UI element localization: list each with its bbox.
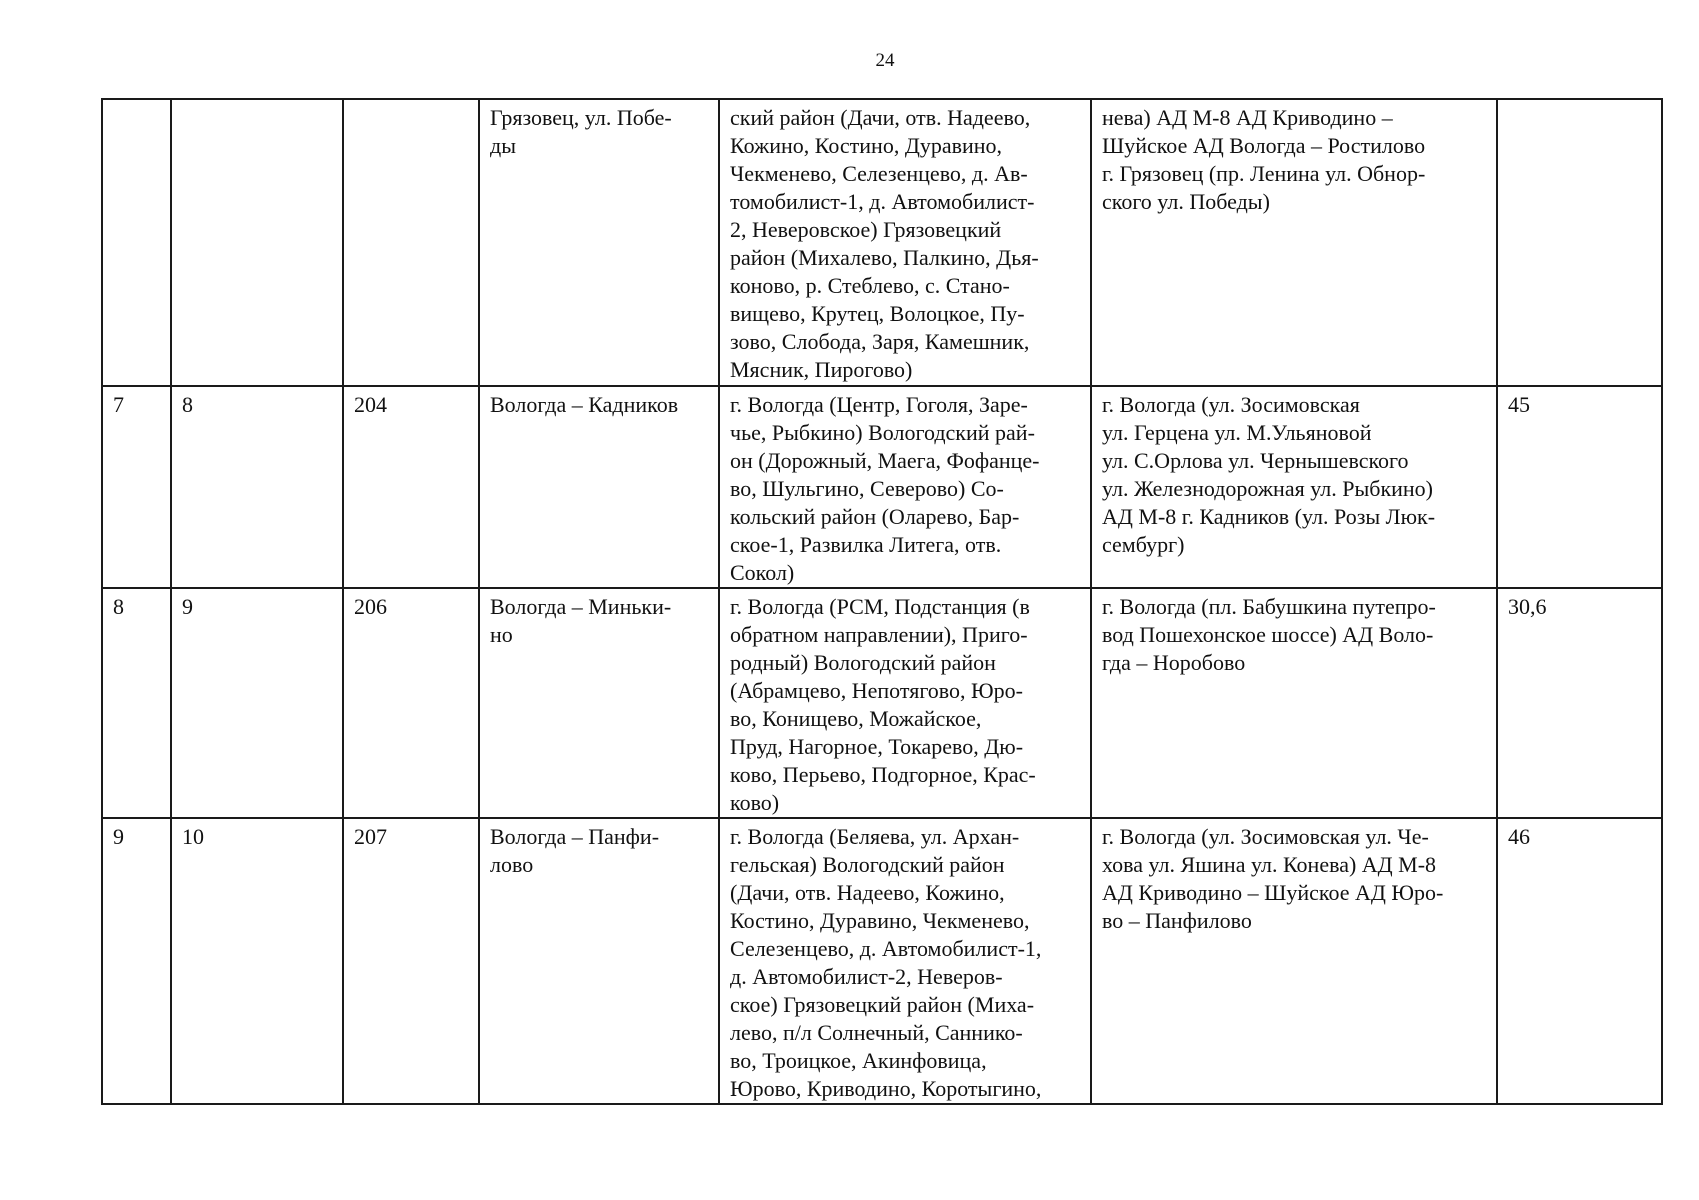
route-number-cell: 204 (343, 386, 479, 588)
length-cell (1497, 99, 1662, 386)
route-number-cell (343, 99, 479, 386)
route-name-cell: Грязовец, ул. Побе- ды (479, 99, 719, 386)
table-row (102, 818, 1662, 1104)
table-row (102, 99, 1662, 386)
row-number-cell (102, 99, 171, 386)
sequence-cell: 10 (171, 818, 343, 1104)
length-cell: 46 (1497, 818, 1662, 1104)
routes-table (101, 98, 1663, 1105)
route-name-cell: Вологда – Панфи- лово (479, 818, 719, 1104)
streets-cell: г. Вологда (пл. Бабушкина путепро- вод Пошехонское шоссе) АД Воло- гда – Норобово (1091, 588, 1497, 818)
sequence-cell (171, 99, 343, 386)
sequence-cell: 9 (171, 588, 343, 818)
route-number-cell: 207 (343, 818, 479, 1104)
streets-cell: нева) АД М-8 АД Криводино – Шуйское АД Вологда – Ростилово г. Грязовец (пр. Ленина ул. Обнор- ского ул. Победы) (1091, 99, 1497, 386)
row-number-cell: 8 (102, 588, 171, 818)
stops-cell: г. Вологда (Центр, Гоголя, Заре- чье, Рыбкино) Вологодский рай- он (Дорожный, Маега, Фофанце- во, Шульгино, Северово) Со- кольский район (Оларево, Бар- ское-1, Развилка Литега, отв. Сокол) (719, 386, 1091, 588)
sequence-cell: 8 (171, 386, 343, 588)
row-number-cell: 9 (102, 818, 171, 1104)
stops-cell: г. Вологда (РСМ, Подстанция (в обратном направлении), Приго- родный) Вологодский район (Абрамцево, Непотягово, Юро- во, Конищево, Можайское, Пруд, Нагорное, Токарево, Дю- ково, Перьево, Подгорное, Крас- ково) (719, 588, 1091, 818)
streets-cell: г. Вологда (ул. Зосимовская ул. Че- хова ул. Яшина ул. Конева) АД М-8 АД Криводино – Шуйское АД Юро- во – Панфилово (1091, 818, 1497, 1104)
route-name-cell: Вологда – Миньки- но (479, 588, 719, 818)
table-row (102, 588, 1662, 818)
stops-cell: ский район (Дачи, отв. Надеево, Кожино, Костино, Дуравино, Чекменево, Селезенцево, д. Ав- томобилист-1, д. Автомобилист- 2, Неверовское) Грязовецкий район (Михалево, Палкино, Дья- коново, р. Стеблево, с. Стано- вищево, Крутец, Волоцкое, Пу- зово, Слобода, Заря, Камешник, Мясник, Пирогово) (719, 99, 1091, 386)
length-cell: 45 (1497, 386, 1662, 588)
page-number: 24 (875, 50, 895, 71)
table-row (102, 386, 1662, 588)
stops-cell: г. Вологда (Беляева, ул. Архан- гельская) Вологодский район (Дачи, отв. Надеево, Кожино, Костино, Дуравино, Чекменево, Селезенцево, д. Автомобилист-1, д. Автомобилист-2, Неверов- ское) Грязовецкий район (Миха- лево, п/л Солнечный, Саннико- во, Троицкое, Акинфовица, Юрово, Криводино, Коротыгино, (719, 818, 1091, 1104)
row-number-cell: 7 (102, 386, 171, 588)
route-number-cell: 206 (343, 588, 479, 818)
route-name-cell: Вологда – Кадников (479, 386, 719, 588)
streets-cell: г. Вологда (ул. Зосимовская ул. Герцена ул. М.Ульяновой ул. С.Орлова ул. Чернышевского ул. Железнодорожная ул. Рыбкино) АД М-8 г. Кадников (ул. Розы Люк- сембург) (1091, 386, 1497, 588)
length-cell: 30,6 (1497, 588, 1662, 818)
